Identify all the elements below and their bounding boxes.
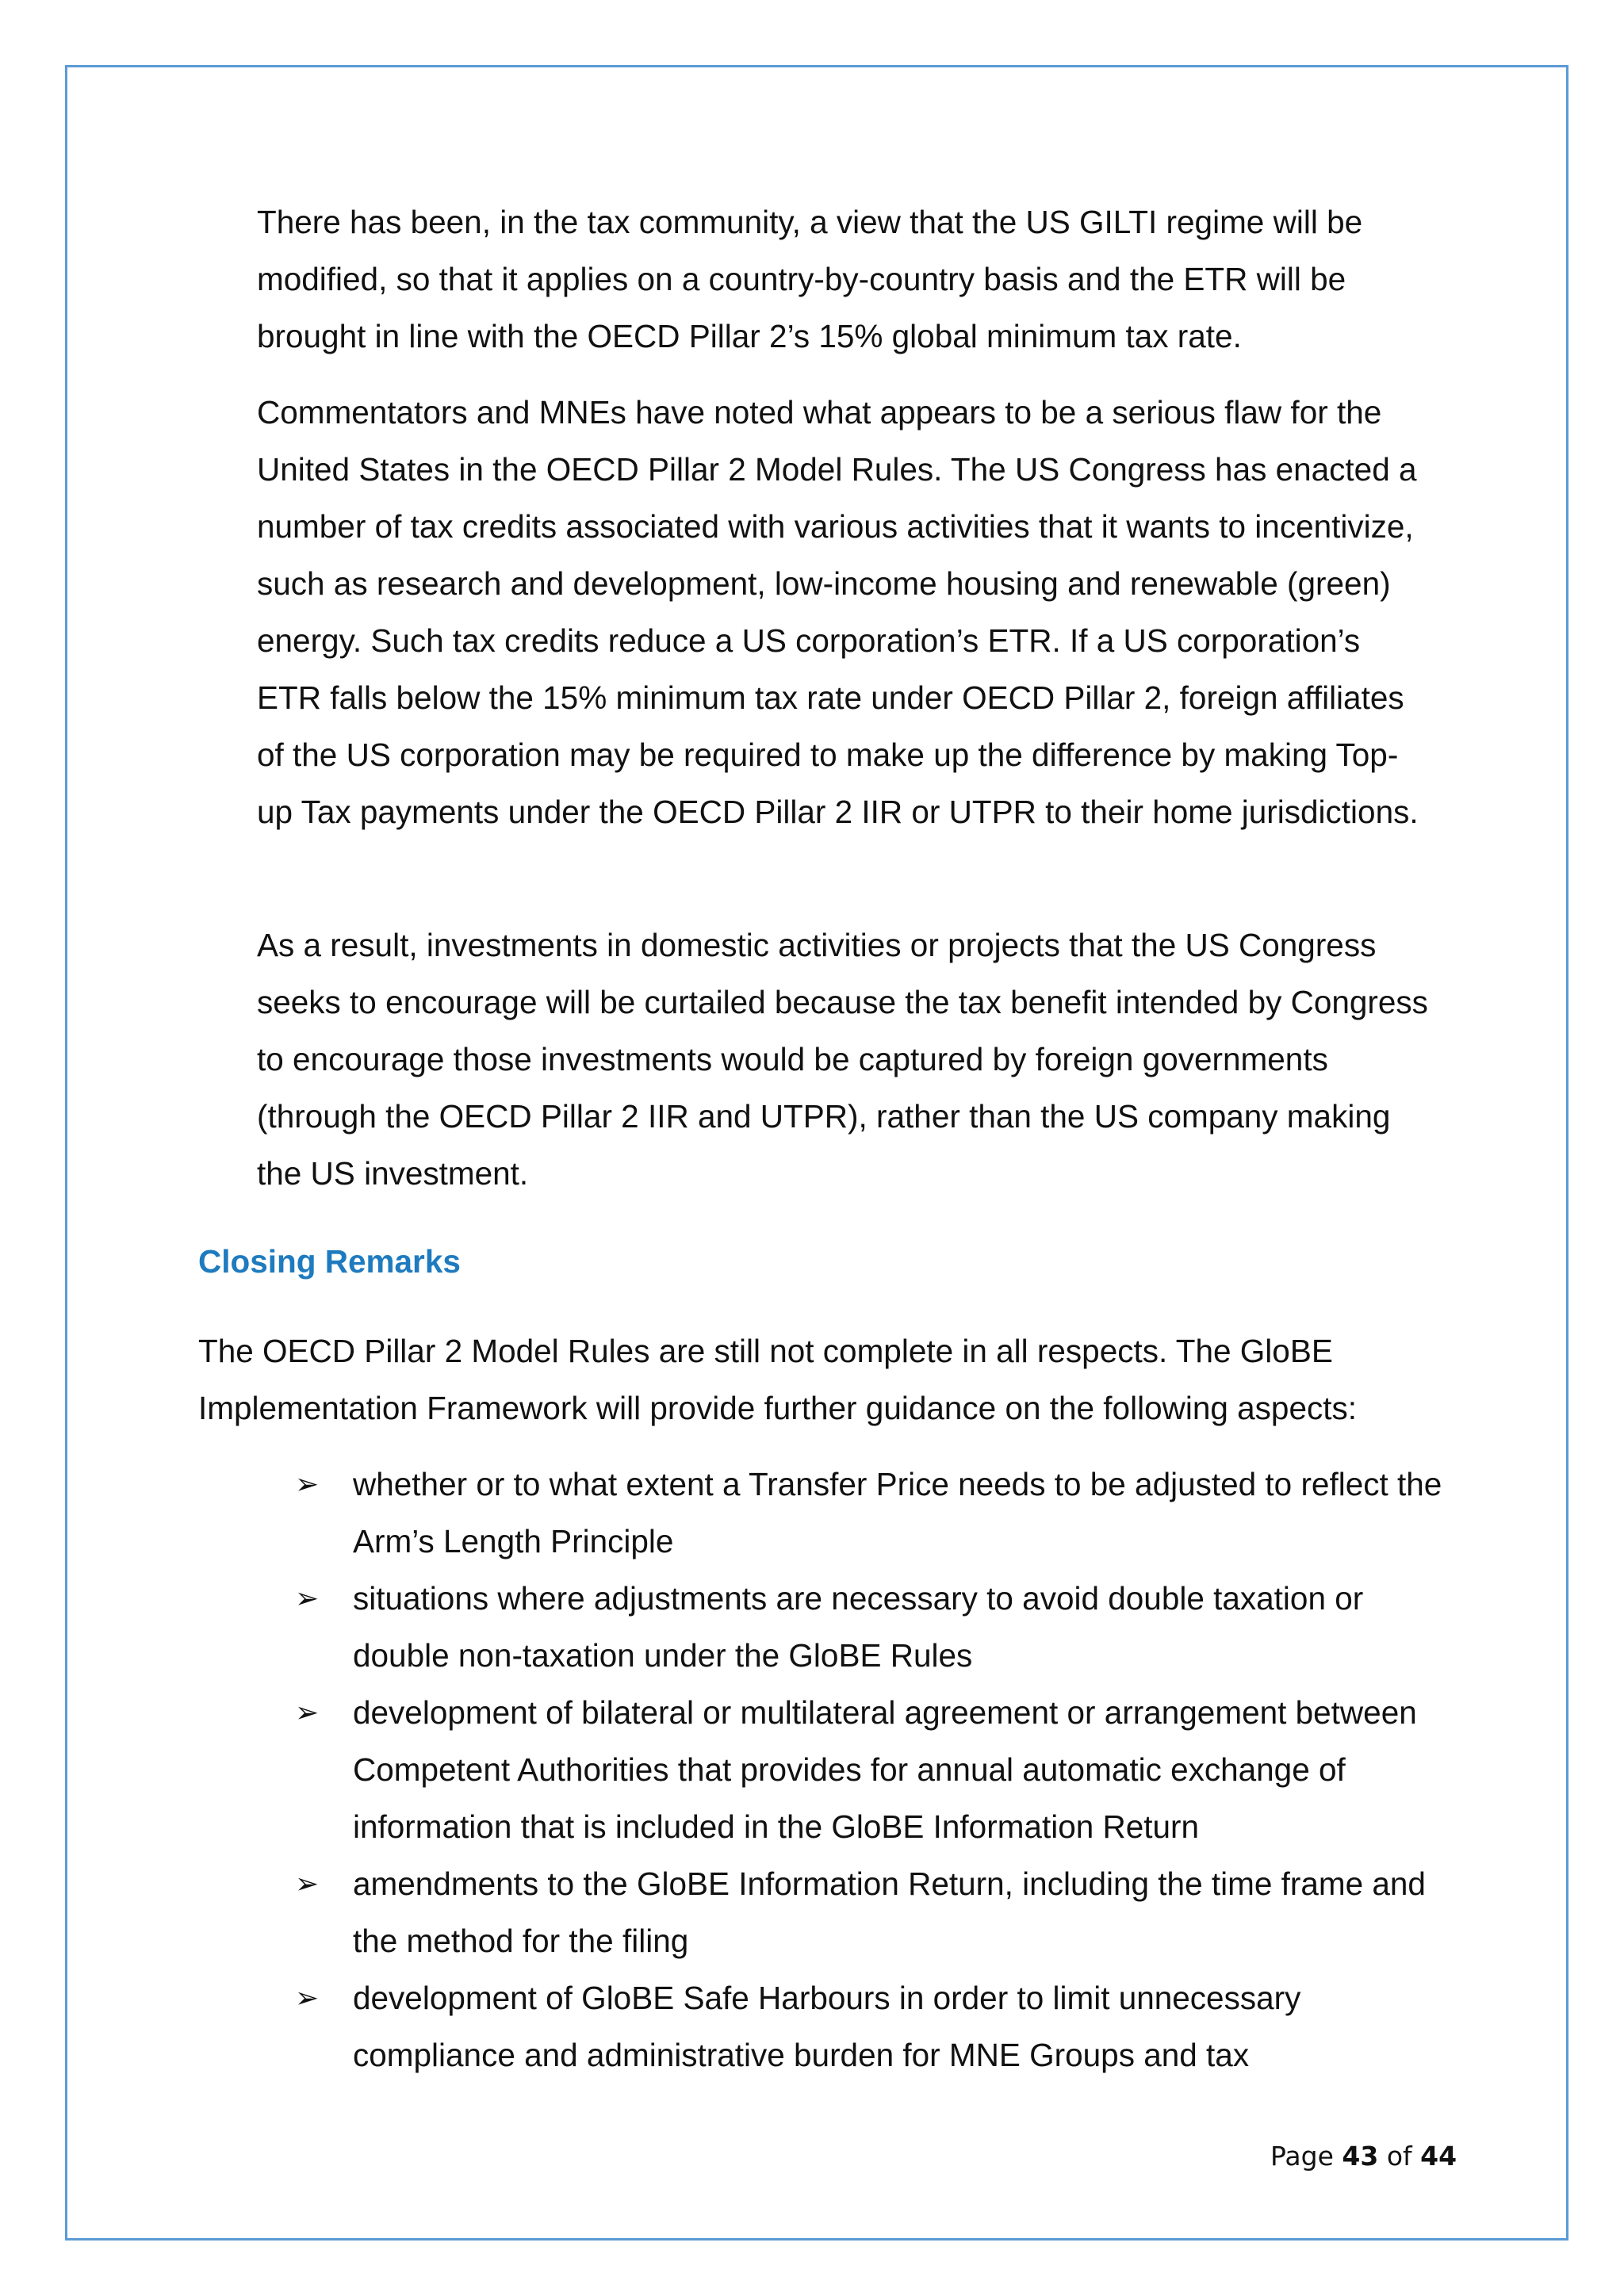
list-item-text: amendments to the GloBE Information Return, including the time frame and the method for the filing bbox=[353, 1866, 1426, 1959]
total-pages: 44 bbox=[1420, 2141, 1457, 2172]
paragraph-result: As a result, investments in domestic activities or projects that the US Congress seeks to encourage will be curtailed because the tax benefit intended by Congress to encourage those investments would be captured by foreign governments (through the OECD Pillar 2 IIR and UTPR), rather than the US company making the US investment. bbox=[257, 927, 1428, 1192]
current-page: 43 bbox=[1342, 2141, 1379, 2172]
list-item bbox=[295, 1570, 1445, 1684]
arrow-bullet-icon: ➢ bbox=[295, 1981, 320, 2014]
arrow-bullet-icon: ➢ bbox=[295, 1582, 320, 1614]
list-item-text: whether or to what extent a Transfer Price needs to be adjusted to reflect the Arm’s Length Principle bbox=[353, 1466, 1442, 1559]
list-item-text: development of bilateral or multilateral agreement or arrangement between Competent Authorities that provides for annual automatic exchange of information that is included in the GloBE Information Return bbox=[353, 1694, 1417, 1845]
arrow-bullet-icon: ➢ bbox=[295, 1696, 320, 1728]
of-label: of bbox=[1386, 2141, 1412, 2172]
arrow-bullet-icon: ➢ bbox=[295, 1867, 320, 1900]
list-item-text: situations where adjustments are necessary to avoid double taxation or double non-taxation under the GloBE Rules bbox=[353, 1580, 1364, 1674]
list-item bbox=[295, 1969, 1445, 2084]
list-item bbox=[295, 1684, 1445, 1855]
page-label: Page bbox=[1270, 2141, 1334, 2172]
arrow-bullet-icon: ➢ bbox=[295, 1468, 320, 1500]
paragraph-flaw: Commentators and MNEs have noted what appears to be a serious flaw for the United States in the OECD Pillar 2 Model Rules. The US Congress has enacted a number of tax credits associated with various activities that it wants to incentivize, such as research and development, low-income housing and renewable (green) energy. Such tax credits reduce a US corporation’s ETR. If a US corporation’s ETR falls below the 15% minimum tax rate under OECD Pillar 2, foreign affiliates of the US corporation may be required to make up the difference by making Top-up Tax payments under the OECD Pillar 2 IIR or UTPR to their home jurisdictions. bbox=[257, 394, 1419, 830]
aspects-list bbox=[295, 1456, 1445, 2084]
section-intro: The OECD Pillar 2 Model Rules are still not complete in all respects. The GloBE Implementation Framework will provide further guidance on the following aspects: bbox=[198, 1333, 1357, 1426]
list-item-text: development of GloBE Safe Harbours in order to limit unnecessary compliance and administrative burden for MNE Groups and tax bbox=[353, 1980, 1301, 2073]
list-item bbox=[295, 1855, 1445, 1969]
list-item bbox=[295, 1456, 1445, 1570]
paragraph-gilti: There has been, in the tax community, a view that the US GILTI regime will be modified, so that it applies on a country-by-country basis and the ETR will be brought in line with the OECD Pillar 2’s 15% global minimum tax rate. bbox=[257, 204, 1363, 354]
page-number bbox=[1270, 2141, 1457, 2172]
section-heading: Closing Remarks bbox=[198, 1243, 461, 1280]
